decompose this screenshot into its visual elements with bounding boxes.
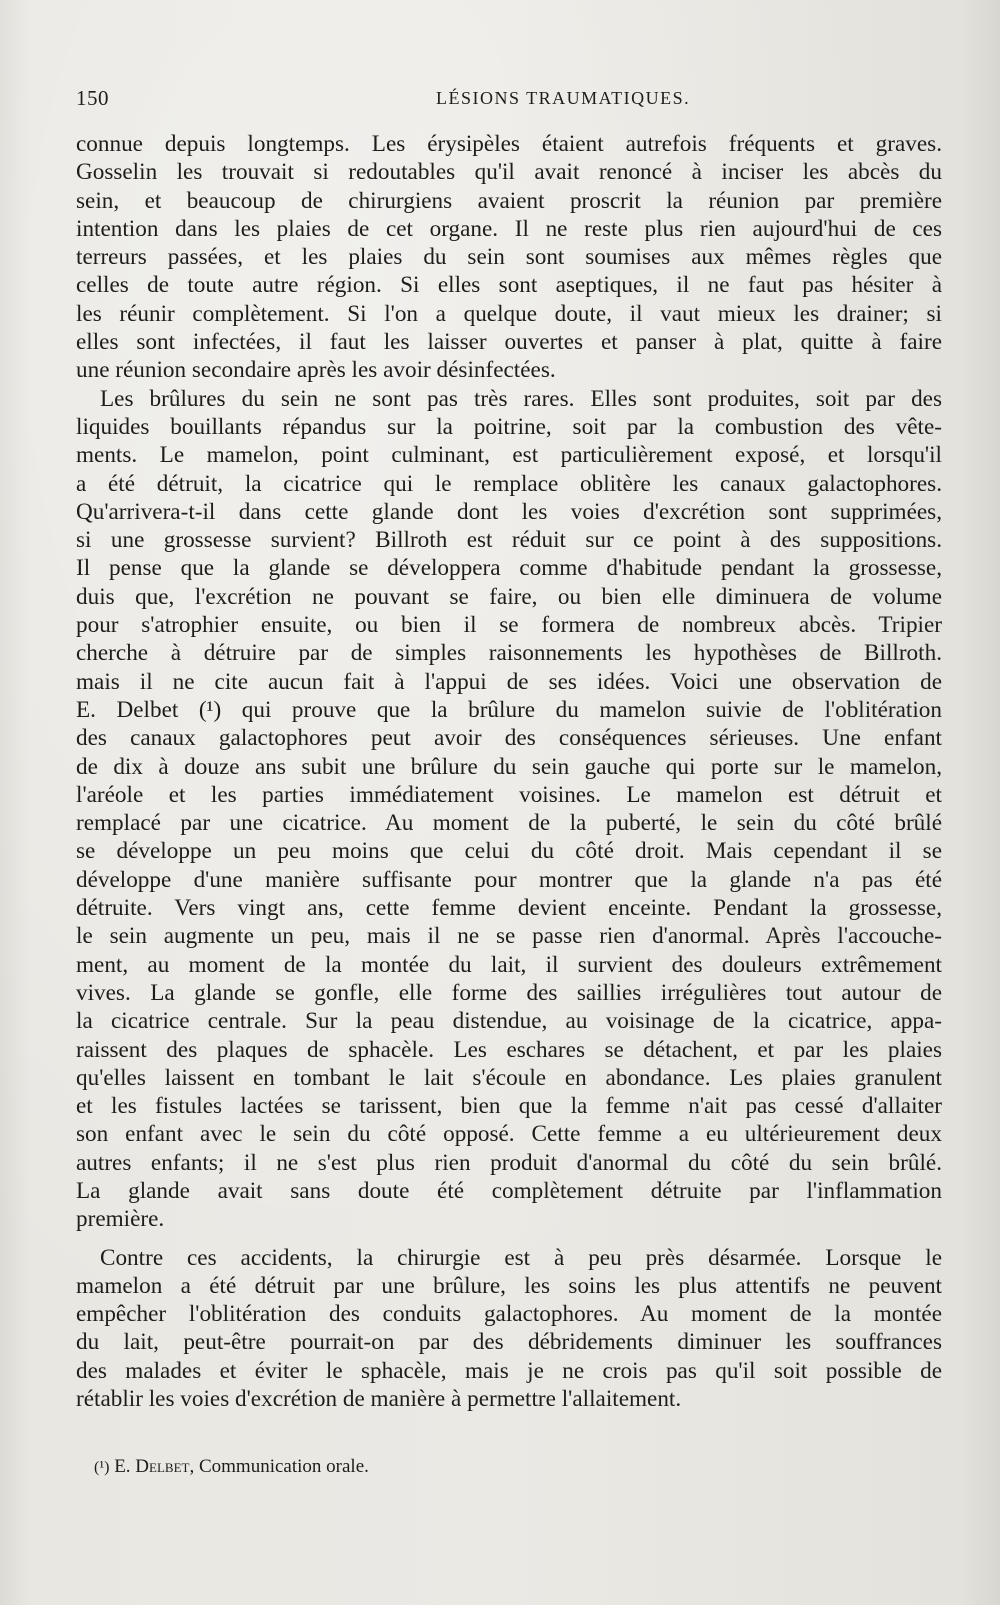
footnote-text: Communication orale.: [198, 1456, 369, 1477]
text-line: ment, au moment de la montée du lait, il survient des douleurs extrêmement: [76, 951, 942, 978]
text-line: mais il ne cite aucun fait à l'appui de ses idées. Voici une observation de: [76, 668, 942, 695]
text-line: raissent des plaques de sphacèle. Les eschares se détachent, et par les plaies: [76, 1036, 942, 1063]
text-line: la cicatrice centrale. Sur la peau distendue, au voisinage de la cicatrice, appa-: [76, 1008, 942, 1035]
text-line: terreurs passées, et les plaies du sein sont soumises aux mêmes règles que: [76, 244, 942, 271]
text-line: développe d'une manière suffisante pour montrer que la glande n'a pas été: [76, 866, 942, 893]
text-line: E. Delbet (¹) qui prouve que la brûlure du mamelon suivie de l'oblitération: [76, 696, 942, 723]
footnote-mark: (¹): [94, 1459, 110, 1476]
running-title: LÉSIONS TRAUMATIQUES.: [436, 88, 691, 108]
text-line: Gosselin les trouvait si redoutables qu'il avait renoncé à inciser les abcès du: [76, 159, 942, 186]
text-line: rétablir les voies d'excrétion de manière à permettre l'allaitement.: [76, 1386, 682, 1413]
text-line: le sein augmente un peu, mais il ne se passe rien d'anormal. Après l'accouche-: [76, 923, 942, 950]
page-number: 150: [76, 86, 109, 110]
text-line: les réunir complètement. Si l'on a quelque doute, il vaut mieux les drainer; si: [76, 300, 942, 327]
page-header: [76, 86, 940, 116]
paragraph-gap: [76, 1234, 942, 1244]
text-line: Qu'arrivera-t-il dans cette glande dont les voies d'excrétion sont supprimées,: [76, 498, 942, 525]
text-line: ments. Le mamelon, point culminant, est particulièrement exposé, et lorsqu'il: [76, 442, 942, 469]
text-line: Il pense que la glande se développera comme d'habitude pendant la grossesse,: [76, 555, 942, 582]
text-line: qu'elles laissent en tombant le lait s'écoule en abondance. Les plaies granulent: [76, 1064, 942, 1091]
text-line: connue depuis longtemps. Les érysipèles étaient autrefois fréquents et graves.: [76, 131, 942, 157]
text-line: et les fistules lactées se tarissent, bien que la femme n'ait pas cessé d'allaiter: [76, 1093, 942, 1120]
text-line: mamelon a été détruit par une brûlure, les soins les plus attentifs ne peuvent: [76, 1272, 942, 1299]
text-line: première.: [76, 1206, 165, 1233]
text-line: si une grossesse survient? Billroth est réduit sur ce point à des suppositions.: [76, 527, 942, 554]
text-line: La glande avait sans doute été complètement détruite par l'inflammation: [76, 1177, 942, 1204]
text-line: des canaux galactophores peut avoir des conséquences sérieuses. Une enfant: [76, 725, 942, 752]
text-line: pour s'atrophier ensuite, ou bien il se formera de nombreux abcès. Tripier: [76, 612, 942, 639]
text-line: celles de toute autre région. Si elles sont aseptiques, il ne faut pas hésiter à: [76, 272, 942, 299]
text-line: Les brûlures du sein ne sont pas très rares. Elles sont produites, soit par des: [100, 385, 942, 412]
text-line: Contre ces accidents, la chirurgie est à peu près désarmée. Lorsque le: [100, 1244, 942, 1271]
text-line: remplacé par une cicatrice. Au moment de la puberté, le sein du côté brûlé: [76, 810, 942, 837]
text-line: du lait, peut-être pourrait-on par des débridements diminuer les souffrances: [76, 1329, 942, 1356]
text-line: de dix à douze ans subit une brûlure du sein gauche qui porte sur le mamelon,: [76, 753, 942, 780]
text-line: empêcher l'oblitération des conduits galactophores. Au moment de la montée: [76, 1301, 942, 1328]
footnote-author: E. Delbet,: [114, 1456, 195, 1477]
text-line: liquides bouillants répandus sur la poitrine, soit par la combustion des vête-: [76, 413, 942, 440]
text-line: se développe un peu moins que celui du côté droit. Mais cependant il se: [76, 838, 942, 865]
text-line: son enfant avec le sein du côté opposé. Cette femme a eu ultérieurement deux: [76, 1121, 942, 1148]
text-line: cherche à détruire par de simples raisonnements les hypothèses de Billroth.: [76, 640, 942, 667]
text-line: duis que, l'excrétion ne pouvant se faire, ou bien elle diminuera de volume: [76, 583, 942, 610]
text-line: l'aréole et les parties immédiatement voisines. Le mamelon est détruit et: [76, 781, 942, 808]
text-line: vives. La glande se gonfle, elle forme des saillies irrégulières tout autour de: [76, 979, 942, 1006]
text-line: sein, et beaucoup de chirurgiens avaient proscrit la réunion par première: [76, 187, 942, 214]
text-line: une réunion secondaire après les avoir désinfectées.: [76, 357, 556, 384]
body-text: [76, 130, 942, 1413]
text-line: a été détruit, la cicatrice qui le remplace oblitère les canaux galactophores.: [76, 470, 942, 497]
text-line: autres enfants; il ne s'est plus rien produit d'anormal du côté du sein brûlé.: [76, 1149, 942, 1176]
text-line: elles sont infectées, il faut les laisser ouvertes et panser à plat, quitte à faire: [76, 329, 942, 356]
text-line: des malades et éviter le sphacèle, mais je ne crois pas qu'il soit possible de: [76, 1357, 942, 1384]
text-line: intention dans les plaies de cet organe. Il ne reste plus rien aujourd'hui de ces: [76, 215, 942, 242]
text-line: détruite. Vers vingt ans, cette femme devient enceinte. Pendant la grossesse,: [76, 895, 942, 922]
footnote: [94, 1456, 369, 1478]
